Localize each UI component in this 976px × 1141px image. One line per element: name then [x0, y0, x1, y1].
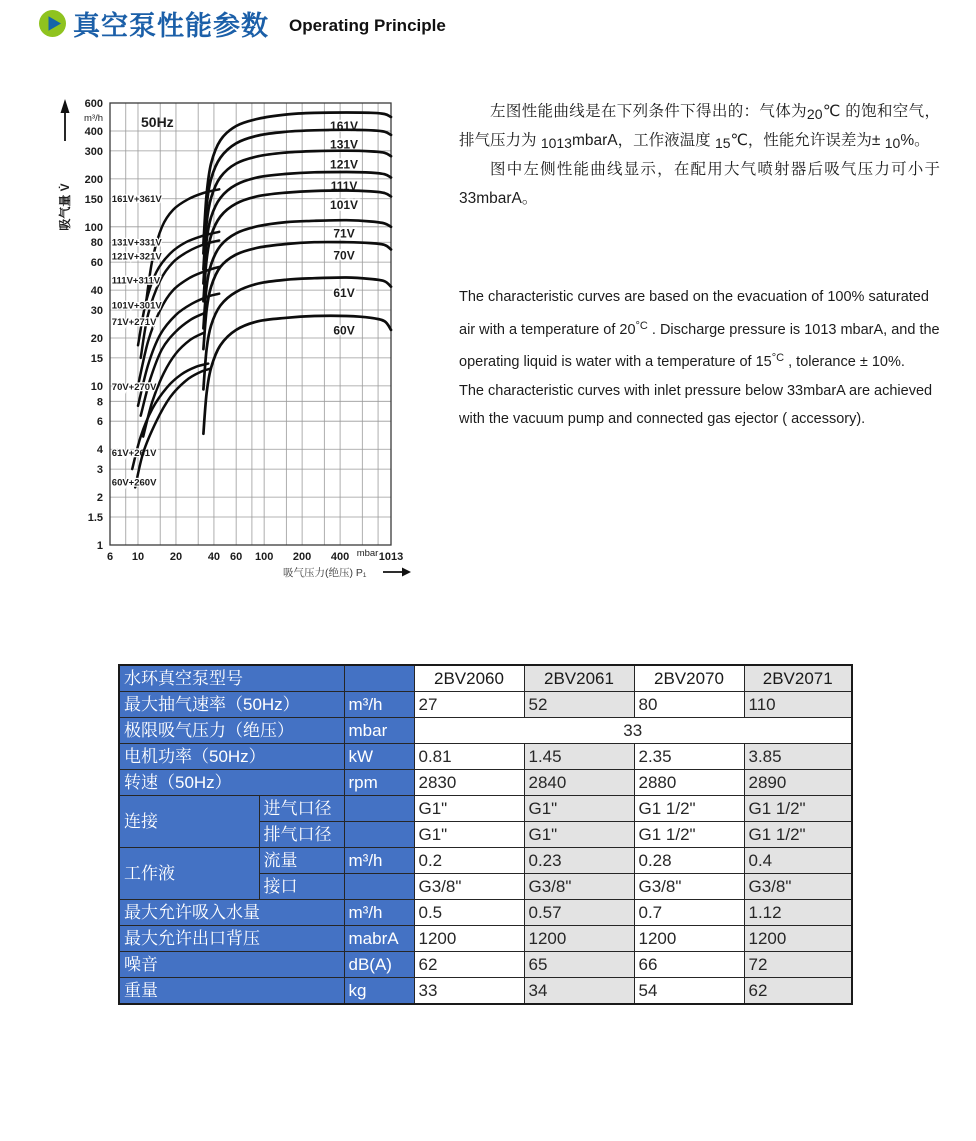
curve-label-101V+301V: 101V+301V: [111, 300, 162, 312]
value-cell: 1200: [634, 926, 744, 952]
value-cell: 2.35: [634, 744, 744, 770]
curve-label-71V: 71V: [333, 226, 355, 241]
value-cell: 80: [634, 692, 744, 718]
row-label-cell: 最大允许出口背压: [119, 926, 344, 952]
x-tick-label: 1013: [378, 551, 404, 563]
text-part: , tolerance ± 10%.: [784, 354, 905, 370]
text-part: °C: [771, 352, 785, 364]
description-zh-p1: [459, 97, 940, 155]
table-row-motor-power: [119, 744, 852, 770]
y-tick-label: 20: [90, 333, 103, 346]
unit-cell: m³/h: [344, 900, 414, 926]
curve-label-71V+271V: 71V+271V: [111, 317, 157, 329]
curve-label-161V+361V: 161V+361V: [111, 193, 162, 205]
curve-71V+271V: [141, 314, 204, 416]
y-tick-label: 60: [90, 257, 103, 270]
description-en: [459, 283, 943, 434]
value-cell: 62: [744, 978, 852, 1005]
row-label-cell: 水环真空泵型号: [119, 665, 344, 692]
page-title: 真空泵性能参数: [73, 10, 269, 41]
x-tick-label: 6: [106, 551, 114, 563]
curve-label-121V: 121V: [330, 157, 359, 172]
table-row-ultimate-pressure: [119, 718, 852, 744]
x-axis-title: 吸气压力(绝压) P₁: [283, 567, 367, 579]
curve-label-101V: 101V: [330, 198, 359, 213]
chart-title-50hz: 50Hz: [141, 114, 174, 130]
y-tick-label: 40: [90, 285, 103, 298]
y-tick-label: 400: [84, 126, 103, 139]
group-label-cell: 工作液: [119, 848, 259, 900]
unit-cell: kW: [344, 744, 414, 770]
text-part: The characteristic curves are based on the evacuation of 100% saturated air with a temperature of 20: [459, 289, 929, 338]
page-subtitle: Operating Principle: [289, 16, 446, 35]
unit-cell: rpm: [344, 770, 414, 796]
performance-chart: [45, 85, 445, 590]
text-part: 左图性能曲线是在下列条件下得出的：气体为: [490, 103, 807, 120]
table-row-noise: [119, 952, 852, 978]
value-cell: 65: [524, 952, 634, 978]
value-cell: 2840: [524, 770, 634, 796]
value-cell: 0.5: [414, 900, 524, 926]
unit-cell: [344, 796, 414, 822]
x-tick-label: 60: [230, 551, 243, 563]
row-label-cell: 电机功率（50Hz）: [119, 744, 344, 770]
unit-cell: kg: [344, 978, 414, 1005]
value-cell: 0.28: [634, 848, 744, 874]
curve-label-121V+321V: 121V+321V: [111, 251, 162, 263]
table-row-inlet-port: [119, 796, 852, 822]
x-tick-label: 40: [207, 551, 221, 563]
curve-71V: [203, 220, 391, 328]
x-axis-arrow-head: [402, 568, 411, 577]
description-zh-p2: 图中左侧性能曲线显示，在配用大气喷射器后吸气压力可小于 33mbarA。: [459, 161, 940, 207]
value-cell: 0.57: [524, 900, 634, 926]
y-tick-label: 30: [90, 304, 103, 317]
unit-cell: [344, 822, 414, 848]
y-tick-label: 1: [96, 540, 103, 552]
y-axis-arrow-head: [61, 99, 70, 113]
value-cell: 2830: [414, 770, 524, 796]
table-row-suction-rate: [119, 692, 852, 718]
table-row-weight: [119, 978, 852, 1005]
x-tick-label: 20: [169, 551, 183, 563]
value-cell: 72: [744, 952, 852, 978]
value-cell: 1.12: [744, 900, 852, 926]
page-header: [38, 7, 446, 39]
curve-label-61V: 61V: [333, 285, 355, 300]
text-part: ℃，性能允许误差为±: [730, 132, 885, 149]
unit-cell: mabrA: [344, 926, 414, 952]
model-header-cell: 2BV2071: [744, 665, 852, 692]
y-tick-label: 8: [96, 396, 103, 409]
unit-cell: mbar: [344, 718, 414, 744]
value-cell-merged: 33: [414, 718, 852, 744]
text-part: mbarA，工作液温度: [571, 132, 715, 149]
x-tick-label: 100: [254, 551, 274, 563]
x-tick-label: 400: [330, 551, 350, 563]
sub-label-cell: 流量: [259, 848, 344, 874]
value-cell: 62: [414, 952, 524, 978]
y-tick-label: 1.5: [87, 511, 103, 524]
table-row-models: [119, 665, 852, 692]
value-cell: 1200: [414, 926, 524, 952]
sub-label-cell: 接口: [259, 874, 344, 900]
unit-cell: m³/h: [344, 848, 414, 874]
value-cell: 27: [414, 692, 524, 718]
value-cell: 3.85: [744, 744, 852, 770]
row-label-cell: 极限吸气压力（绝压）: [119, 718, 344, 744]
table-row-liquid-flow: [119, 848, 852, 874]
curve-label-70V+270V: 70V+270V: [111, 381, 157, 393]
description-zh: [459, 97, 940, 213]
y-tick-label: 300: [84, 145, 103, 158]
unit-cell: dB(A): [344, 952, 414, 978]
table-row-max-back-pressure: [119, 926, 852, 952]
value-cell: G1 1/2": [634, 796, 744, 822]
x-unit-label: mbar: [356, 548, 379, 559]
play-icon-svg: [38, 9, 67, 38]
curve-121V: [203, 151, 391, 270]
text-part: ℃ 的饱和空气，排气压力为: [459, 103, 940, 149]
unit-cell: [344, 665, 414, 692]
model-header-cell: 2BV2070: [634, 665, 744, 692]
value-cell: G1 1/2": [634, 822, 744, 848]
model-header-cell: 2BV2061: [524, 665, 634, 692]
text-part: 1013: [540, 135, 572, 151]
y-unit-label: m³/h: [84, 113, 103, 125]
value-cell: 52: [524, 692, 634, 718]
text-part: 15: [714, 135, 731, 151]
curve-60V: [203, 316, 391, 434]
value-cell: G1": [524, 822, 634, 848]
row-label-cell: 重量: [119, 978, 344, 1005]
value-cell: 0.2: [414, 848, 524, 874]
value-cell: 1.45: [524, 744, 634, 770]
sub-label-cell: 进气口径: [259, 796, 344, 822]
y-tick-label: 150: [84, 193, 103, 206]
description-en-p1: [459, 283, 943, 377]
value-cell: G3/8": [744, 874, 852, 900]
value-cell: G1 1/2": [744, 822, 852, 848]
unit-cell: m³/h: [344, 692, 414, 718]
value-cell: 2890: [744, 770, 852, 796]
sub-label-cell: 排气口径: [259, 822, 344, 848]
curve-111V: [203, 172, 391, 284]
text-part: . Discharge pressure is 1013 mbarA, and the operating liquid is water with a temperature of 15: [459, 321, 940, 370]
table-row-max-water-intake: [119, 900, 852, 926]
value-cell: G3/8": [634, 874, 744, 900]
play-icon: [38, 9, 67, 38]
y-tick-label: 10: [90, 380, 103, 393]
y-tick-label: 4: [96, 444, 103, 457]
y-tick-label: 80: [90, 237, 103, 250]
value-cell: G1": [524, 796, 634, 822]
group-label-cell: 连接: [119, 796, 259, 848]
curve-label-60V+260V: 60V+260V: [111, 477, 157, 489]
description-en-p2: The characteristic curves with inlet pressure below 33mbarA are achieved with the vacuum pump and connected gas ejector ( accessory).: [459, 382, 933, 427]
row-label-cell: 噪音: [119, 952, 344, 978]
value-cell: 2880: [634, 770, 744, 796]
y-tick-label: 15: [90, 352, 103, 365]
row-label-cell: 转速（50Hz）: [119, 770, 344, 796]
text-part: %。: [900, 132, 930, 149]
value-cell: 1200: [744, 926, 852, 952]
curve-label-61V+261V: 61V+261V: [111, 447, 157, 459]
value-cell: G1": [414, 822, 524, 848]
curve-label-111V: 111V: [330, 178, 358, 193]
value-cell: G3/8": [414, 874, 524, 900]
text-part: 10: [884, 135, 901, 151]
curve-label-70V: 70V: [333, 248, 355, 263]
row-label-cell: 最大抽气速率（50Hz）: [119, 692, 344, 718]
model-header-cell: 2BV2060: [414, 665, 524, 692]
y-tick-label: 6: [96, 416, 103, 429]
value-cell: 0.23: [524, 848, 634, 874]
value-cell: 110: [744, 692, 852, 718]
value-cell: 0.7: [634, 900, 744, 926]
y-tick-label: 600: [84, 98, 103, 110]
y-tick-label: 100: [84, 221, 103, 234]
curve-label-60V: 60V: [333, 323, 355, 338]
text-part: 20: [806, 106, 823, 122]
curve-label-111V+311V: 111V+311V: [111, 275, 161, 287]
value-cell: 0.4: [744, 848, 852, 874]
performance-chart-svg: [45, 85, 445, 590]
value-cell: G1": [414, 796, 524, 822]
table-row-speed: [119, 770, 852, 796]
value-cell: 33: [414, 978, 524, 1005]
text-part: °C: [635, 319, 648, 332]
row-label-cell: 最大允许吸入水量: [119, 900, 344, 926]
value-cell: 34: [524, 978, 634, 1005]
value-cell: 66: [634, 952, 744, 978]
curve-label-131V: 131V: [330, 137, 359, 152]
y-tick-label: 3: [96, 464, 103, 477]
y-tick-label: 200: [84, 173, 103, 186]
y-axis-title: 吸气量 V̇: [58, 183, 72, 231]
spec-table: [118, 664, 853, 1005]
value-cell: 0.81: [414, 744, 524, 770]
x-tick-label: 200: [292, 551, 312, 563]
value-cell: 1200: [524, 926, 634, 952]
unit-cell: [344, 874, 414, 900]
value-cell: G1 1/2": [744, 796, 852, 822]
y-tick-label: 2: [96, 492, 103, 505]
curve-label-161V: 161V: [330, 119, 359, 134]
curve-label-131V+331V: 131V+331V: [111, 237, 162, 249]
curve-101V: [203, 191, 391, 302]
value-cell: 54: [634, 978, 744, 1005]
value-cell: G3/8": [524, 874, 634, 900]
x-tick-label: 10: [131, 551, 145, 563]
